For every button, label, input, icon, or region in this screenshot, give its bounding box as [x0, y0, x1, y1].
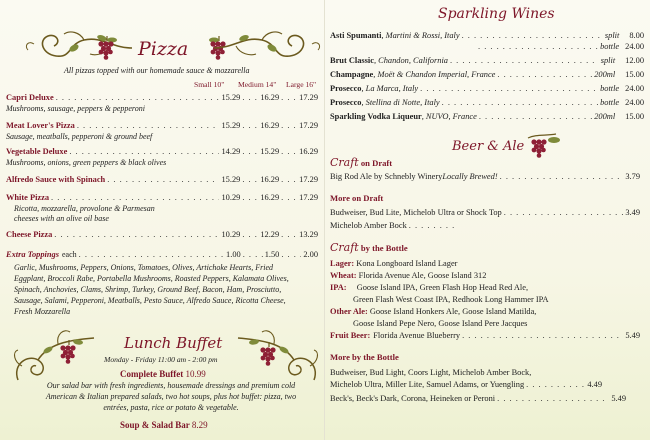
leader-dots [242, 230, 258, 239]
item-description: Mushrooms, sausage, peppers & pepperoni [6, 104, 145, 113]
soup-salad-label: Soup & Salad Bar [120, 420, 190, 430]
leader-dots [420, 84, 598, 93]
grape-cluster-left-icon [96, 36, 118, 60]
wine-name: Prosecco [330, 98, 362, 107]
bottle-group-line: Goose Island IPA, Green Flash Hop Head Red Ale, [356, 283, 529, 292]
leader-dots [526, 380, 585, 389]
leader-dots [281, 193, 297, 202]
beer-name: Michelob Amber Bock [330, 221, 407, 230]
beer-name: Beck's, Beck's Dark, Corona, Heineken or Peroni [330, 394, 496, 403]
bottle-group-label: Fruit Beer: [330, 331, 371, 340]
buffet-hours: Monday - Friday 11:00 am - 2:00 pm [104, 355, 218, 364]
wine-item [330, 31, 644, 40]
leader-dots [478, 42, 598, 51]
leader-dots [462, 331, 623, 340]
price-small: 15.29 [221, 121, 241, 130]
price-small: 10.29 [221, 230, 241, 239]
beer-item [330, 394, 626, 403]
pizza-title: Pizza [138, 38, 189, 60]
price-medium: 16.29 [260, 193, 280, 202]
leader-dots [479, 112, 592, 121]
leader-dots [79, 250, 224, 259]
leader-dots [462, 31, 603, 40]
beer-price: 4.49 [587, 380, 602, 389]
craft-word: Craft [330, 156, 359, 169]
vine-ornament-right-icon [212, 28, 324, 62]
menu-item [6, 121, 318, 130]
bottle-group-ipa [330, 283, 528, 292]
bottle-group-line: Kona Longboard Island Lager [356, 259, 458, 268]
leader-dots [107, 175, 219, 184]
beer-price: 5.49 [611, 394, 626, 403]
leader-dots [69, 147, 219, 156]
wine-price: 12.00 [625, 56, 644, 65]
craft-word: Craft [330, 241, 359, 254]
leader-dots [243, 250, 263, 259]
complete-buffet-label: Complete Buffet [120, 369, 184, 379]
price-large: 17.29 [299, 93, 318, 102]
pizza-subtitle: All pizzas topped with our homemade sauce & mozzarella [64, 66, 250, 75]
size-large-header: Large 16" [286, 80, 317, 89]
bottle-group-other-ale [330, 307, 536, 316]
wine-detail: , Stellina di Notte, Italy [361, 98, 440, 107]
wine-detail: , NUVO, France [421, 112, 477, 121]
wine-detail: , Moët & Chandon Imperial, France [373, 70, 496, 79]
leader-dots [54, 230, 219, 239]
wine-detail: , La Marca, Italy [361, 84, 419, 93]
wine-name: Prosecco [330, 84, 362, 93]
complete-buffet-price: 10.99 [185, 369, 206, 379]
beer-item [330, 172, 640, 181]
bottle-group-line: Green Flash West Coast IPA, Redhook Long Hammer IPA [353, 295, 549, 304]
leader-dots [409, 221, 458, 230]
beer-tagline: Locally Brewed! [442, 172, 498, 181]
bottle-group-label: Wheat: [330, 271, 357, 280]
wine-price: 24.00 [625, 98, 644, 107]
leader-dots [56, 93, 220, 102]
complete-buffet [120, 369, 206, 379]
price-medium: 16.29 [260, 121, 280, 130]
leader-dots [504, 208, 624, 217]
vine-ornament-buffet-left-icon [8, 324, 98, 384]
wine-item [330, 70, 644, 79]
bottle-group-wheat [330, 271, 486, 280]
craft-by-bottle-heading [330, 241, 408, 254]
soup-salad-price: 8.29 [191, 420, 208, 430]
price-large: 17.29 [299, 175, 318, 184]
price-small: 15.29 [221, 93, 241, 102]
bottle-group-line: Goose Island Honkers Ale, Goose Island Matilda, [369, 307, 537, 316]
wine-name: Sparkling Vodka Liqueur [330, 112, 422, 121]
soup-salad-bar [120, 420, 208, 430]
leader-dots [497, 394, 609, 403]
buffet-description: Our salad bar with fresh ingredients, housemade dressings and premium cold American & Italian prepared salads, two hot soups, plus hot buffet: pizza, two entrées, pasta, rice or potato & vegetable. [45, 381, 297, 412]
beer-name: Budweiser, Bud Lite, Michelob Ultra or Shock Top [330, 208, 502, 217]
wine-size: bottle [600, 42, 620, 51]
bottle-group-line: Goose Island Pepe Nero, Goose Island Pere Jacques [353, 319, 528, 328]
wine-name: Asti Spumanti [330, 31, 382, 40]
grape-cluster-buffet-left-icon [58, 340, 80, 364]
item-description: Ricotta, mozzarella, provolone & Parmesan cheeses with an olive oil base [14, 204, 155, 223]
wine-name: Brut Classic [330, 56, 374, 65]
price-small: 14.29 [221, 147, 241, 156]
leader-dots [242, 93, 258, 102]
wine-name: Champagne [330, 70, 374, 79]
wine-item-row [476, 42, 644, 51]
wine-size: bottle [600, 98, 620, 107]
wine-detail: , Martini & Rossi, Italy [381, 31, 460, 40]
wine-size: split [604, 31, 620, 40]
price-large: 17.29 [299, 121, 318, 130]
bottle-group-lager [330, 259, 457, 268]
item-description: Sausage, meatballs, pepperoni & ground beef [6, 132, 153, 141]
leader-dots [442, 98, 598, 107]
wine-price: 24.00 [625, 84, 644, 93]
leader-dots [77, 121, 220, 130]
beer-name: Michelob Ultra, Miller Lite, Samuel Adams, or Yuengling [330, 380, 525, 389]
bottle-group-line: Florida Avenue Blueberry [373, 331, 461, 340]
craft-on-draft-heading [330, 156, 392, 169]
lunch-buffet-title: Lunch Buffet [124, 334, 223, 352]
beer-item [330, 208, 640, 217]
item-name: Cheese Pizza [6, 230, 53, 239]
wine-item [330, 112, 644, 121]
price-small: 15.29 [221, 175, 241, 184]
item-name: Meat Lover's Pizza [6, 121, 75, 130]
price-small: 1.00 [226, 250, 241, 259]
wine-price: 15.00 [625, 70, 644, 79]
price-medium: 16.29 [260, 175, 280, 184]
wine-item [330, 98, 644, 107]
menu-item [6, 230, 318, 239]
menu-item [6, 147, 318, 156]
wine-price: 24.00 [625, 42, 644, 51]
item-name: White Pizza [6, 193, 50, 202]
leader-dots [497, 70, 592, 79]
wine-item [330, 56, 644, 65]
leader-dots [281, 147, 297, 156]
beer-price: 5.49 [625, 331, 640, 340]
wine-price: 15.00 [625, 112, 644, 121]
leader-dots [242, 175, 258, 184]
grape-cluster-beer-icon [526, 132, 566, 162]
price-medium: 15.29 [260, 147, 280, 156]
wine-size: split [600, 56, 616, 65]
leader-dots [281, 175, 297, 184]
price-medium: 1.50 [264, 250, 280, 259]
bottle-group-label: IPA: [330, 283, 347, 292]
beer-price: 3.79 [625, 172, 640, 181]
beer-item [330, 380, 602, 389]
bottle-group-fruit-beer [330, 331, 640, 340]
wine-size: 200ml [594, 70, 616, 79]
leader-dots [500, 172, 624, 181]
price-large: 17.29 [299, 193, 318, 202]
price-large: 13.29 [299, 230, 318, 239]
wine-detail: , Chandon, California [373, 56, 448, 65]
beer-list-line: Budweiser, Bud Light, Coors Light, Michelob Amber Bock, [330, 368, 532, 377]
bottle-group-line: Florida Avenue Ale, Goose Island 312 [358, 271, 487, 280]
toppings-list: Garlic, Mushrooms, Peppers, Onions, Tomatoes, Olives, Artichoke Hearts, Fried Eggplant, Broccoli Rabe, Portabella Mushrooms, Roasted Peppers, Kalamata Olives, Spinach, Anchovies, Clams, Shrimp, Turkey, Ground Beef, Bacon, Ham, Prosciutto, Sausage, Salami, Pepperoni, Meatballs, Pesto Sauce, Alfredo Sauce, Ricotta Cheese, Fresh Mozzarella [14, 263, 289, 316]
leader-dots [281, 121, 297, 130]
bottle-group-label: Other Ale: [330, 307, 368, 316]
page-fold-divider [324, 0, 325, 440]
beer-price: 3.49 [625, 208, 640, 217]
size-medium-header: Medium 14" [238, 80, 277, 89]
wine-item [330, 84, 644, 93]
sparkling-wines-title: Sparkling Wines [438, 6, 555, 22]
leader-dots [281, 230, 297, 239]
item-name: Capri Deluxe [6, 93, 54, 102]
beer-item-line [330, 221, 460, 230]
leader-dots [281, 93, 297, 102]
price-small: 10.29 [221, 193, 241, 202]
beer-name: Big Rod Ale by Schnebly Winery [330, 172, 443, 181]
toppings-each: each [61, 250, 77, 259]
size-small-header: Small 10" [194, 80, 225, 89]
leader-dots [51, 193, 219, 202]
wine-size: 200ml [594, 112, 616, 121]
leader-dots [242, 121, 258, 130]
price-medium: 16.29 [260, 93, 280, 102]
item-name: Vegetable Deluxe [6, 147, 68, 156]
more-on-draft-heading: More on Draft [330, 193, 384, 203]
more-by-bottle-heading: More by the Bottle [330, 352, 399, 362]
price-large: 2.00 [303, 250, 318, 259]
price-large: 16.29 [299, 147, 318, 156]
craft-suffix: on Draft [358, 158, 393, 168]
item-name: Alfredo Sauce with Spinach [6, 175, 106, 184]
toppings-item [6, 250, 318, 259]
item-description: Mushrooms, onions, green peppers & black olives [6, 158, 167, 167]
menu-item [6, 93, 318, 102]
vine-ornament-buffet-right-icon [234, 324, 324, 384]
craft-suffix: by the Bottle [358, 243, 408, 253]
beer-ale-title: Beer & Ale [452, 139, 525, 154]
toppings-name: Extra Toppings [6, 250, 59, 259]
menu-item [6, 193, 318, 202]
leader-dots [281, 250, 301, 259]
leader-dots [242, 193, 258, 202]
leader-dots [242, 147, 258, 156]
leader-dots [450, 56, 599, 65]
wine-size: bottle [600, 84, 620, 93]
price-medium: 12.29 [260, 230, 280, 239]
wine-price: 8.00 [629, 31, 644, 40]
bottle-group-label: Lager: [330, 259, 355, 268]
menu-item [6, 175, 318, 184]
